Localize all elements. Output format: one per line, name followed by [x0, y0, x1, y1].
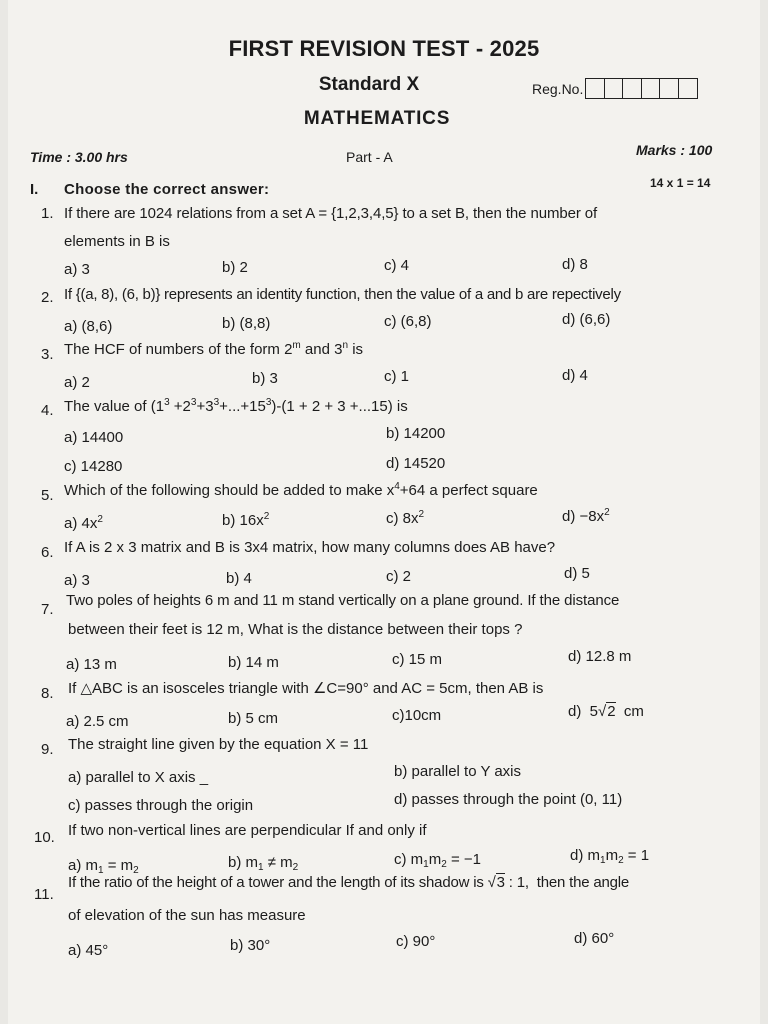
- option-d: d) passes through the point (0, 11): [394, 791, 623, 808]
- option-d: d) 60°: [574, 930, 615, 947]
- option-d: d) 12.8 m: [568, 648, 632, 665]
- exam-paper: [8, 0, 760, 1024]
- option-a: a) 2: [64, 374, 90, 391]
- option-d: d) (6,6): [562, 311, 611, 328]
- question-text: If A is 2 x 3 matrix and B is 3x4 matrix, how many columns does AB have?: [64, 539, 556, 556]
- reg-no-box: [622, 78, 642, 99]
- reg-no-box: [678, 78, 698, 99]
- option-d: d) $m_1m_2 = 1$: [570, 847, 650, 866]
- option-c: c) 90°: [396, 933, 436, 950]
- option-a: a) 45°: [68, 942, 109, 959]
- option-a: a) $4x^2$: [64, 514, 103, 532]
- standard-label: Standard X: [318, 74, 420, 95]
- question-text: If △ABC is an isosceles triangle with ∠C=90° and AC = 5cm, then AB is: [68, 680, 544, 697]
- option-a: a) 3: [64, 572, 90, 589]
- question-number: 2.: [41, 289, 54, 306]
- section-marks: 14 x 1 = 14: [650, 176, 711, 190]
- time-label: Time : 3.00 hrs: [30, 149, 128, 165]
- option-d: d) 5√2 cm: [568, 703, 644, 720]
- option-d: d) 14520: [386, 455, 446, 472]
- question-text: Two poles of heights 6 m and 11 m stand vertically on a plane ground. If the distance: [66, 592, 620, 609]
- option-b: b) 30°: [230, 937, 271, 954]
- option-c: c) 2: [386, 568, 412, 585]
- exam-title: FIRST REVISION TEST - 2025: [228, 36, 540, 61]
- question-number: 10.: [34, 829, 55, 846]
- question-text: Which of the following should be added to make $x^4+64$ a perfect square: [64, 481, 538, 499]
- option-c: c) passes through the origin: [68, 797, 254, 814]
- option-a: a) 2.5 cm: [66, 713, 129, 730]
- option-c: c) 14280: [64, 458, 123, 475]
- question-number: 7.: [41, 601, 54, 618]
- option-b: b) $m_1 \ne m_2$: [228, 854, 299, 873]
- option-a: a) parallel to X axis _: [68, 769, 209, 786]
- option-c: c) 1: [384, 368, 410, 385]
- option-b: b) 3: [252, 370, 278, 387]
- question-text: of elevation of the sun has measure: [68, 907, 306, 924]
- section-instruction: Choose the correct answer:: [64, 181, 270, 198]
- option-d: d) 4: [562, 367, 588, 384]
- question-text: elements in B is: [64, 233, 170, 250]
- question-text: If two non-vertical lines are perpendicular If and only if: [68, 822, 427, 839]
- option-d: d) 5: [564, 565, 590, 582]
- option-b: b) 4: [226, 570, 252, 587]
- question-number: 4.: [41, 402, 54, 419]
- option-b: b) 2: [222, 259, 248, 276]
- option-a: a) 3: [64, 261, 90, 278]
- option-c: c) (6,8): [384, 313, 432, 330]
- option-b: b) $16x^2$: [222, 511, 270, 529]
- question-text: between their feet is 12 m, What is the distance between their tops ?: [68, 621, 523, 638]
- option-c: c) $8x^2$: [386, 509, 425, 527]
- option-b: b) 14200: [386, 425, 446, 442]
- option-a: a) 14400: [64, 429, 124, 446]
- question-number: 8.: [41, 685, 54, 702]
- reg-no-box: [604, 78, 624, 99]
- question-number: 9.: [41, 741, 54, 758]
- option-c: c) $m_1m_2 = -1$: [394, 851, 481, 870]
- option-c: c) 15 m: [392, 651, 443, 668]
- marks-label: Marks : 100: [636, 142, 713, 158]
- question-number: 6.: [41, 544, 54, 561]
- reg-no-box: [641, 78, 661, 99]
- question-number: 1.: [41, 205, 54, 222]
- question-number: 3.: [41, 346, 54, 363]
- question-number: 5.: [41, 487, 54, 504]
- option-b: b) 14 m: [228, 654, 279, 671]
- option-a: a) $m_1 = m_2$: [68, 857, 139, 876]
- option-d: d) 8: [562, 256, 588, 273]
- option-b: b) parallel to Y axis: [394, 763, 522, 780]
- question-text: If there are 1024 relations from a set A = {1,2,3,4,5} to a set B, then the number of: [64, 205, 598, 222]
- question-text: The HCF of numbers of the form 2$^m$ and 3$^n$ is: [64, 340, 364, 358]
- option-a: a) (8,6): [64, 318, 113, 335]
- question-text: If {(a, 8), (6, b)} represents an identity function, then the value of a and b are repectively: [64, 286, 621, 303]
- option-b: b) 5 cm: [228, 710, 279, 727]
- reg-no-label: Reg.No.: [532, 80, 584, 97]
- subject-title: MATHEMATICS: [303, 108, 451, 129]
- part-label: Part - A: [346, 149, 393, 165]
- question-number: 11.: [34, 886, 54, 903]
- reg-no-box: [659, 78, 679, 99]
- reg-no-box: [585, 78, 605, 99]
- option-d: $d) -8x^2$: [562, 507, 610, 525]
- question-text: If the ratio of the height of a tower and the length of its shadow is √3 : 1, then the angle: [68, 874, 630, 891]
- reg-no-field: [532, 78, 698, 99]
- option-b: b) (8,8): [222, 315, 271, 332]
- option-a: a) 13 m: [66, 656, 117, 673]
- section-numeral: I.: [30, 181, 39, 198]
- option-c: c)10cm: [392, 707, 442, 724]
- question-text: The value of $(1^3 +2^3+3^3+...+15^3)-(1 + 2 + 3 +...15)$ is: [64, 397, 408, 415]
- question-text: The straight line given by the equation X = 11: [68, 736, 369, 753]
- option-c: c) 4: [384, 257, 410, 274]
- reg-no-boxes: [585, 78, 698, 99]
